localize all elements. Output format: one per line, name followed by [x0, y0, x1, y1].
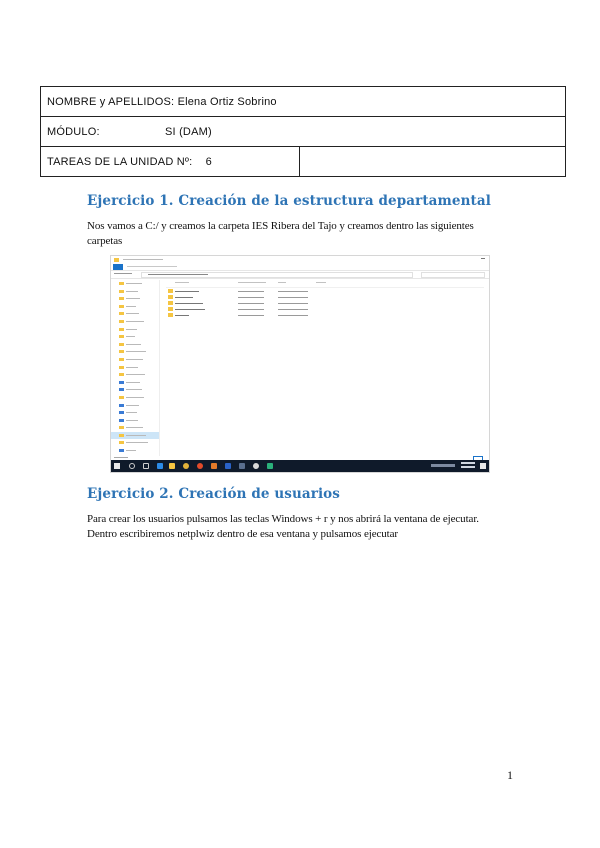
nav-item	[111, 379, 159, 387]
nav-item	[111, 439, 159, 447]
nav-item	[111, 409, 159, 417]
nav-item	[111, 326, 159, 334]
exercise2-text: Para crear los usuarios pulsamos las teclas Windows + r y nos abrirá la ventana de ejecutar. Dentro escribiremos netplwiz dentro de esa ventana y pulsamos ejecutar	[87, 513, 479, 540]
chrome-icon	[183, 463, 189, 469]
explorer-icon	[169, 463, 175, 469]
module-value: SI (DAM)	[165, 125, 212, 138]
start-icon	[114, 463, 120, 469]
file-list-header	[166, 280, 484, 288]
nav-item	[111, 364, 159, 372]
search-icon	[129, 463, 135, 469]
folder-row	[166, 312, 484, 318]
close-icon	[481, 258, 485, 259]
explorer-titlebar	[111, 256, 489, 264]
exercise1-title: Ejercicio 1. Creación de la estructura departamental	[87, 193, 491, 209]
tasks-cell	[41, 147, 300, 177]
header-table	[40, 86, 566, 177]
tasks-value: 6	[205, 155, 212, 168]
app-icon	[211, 463, 217, 469]
folder-icon	[114, 258, 119, 262]
nav-item	[111, 288, 159, 296]
nav-item	[111, 303, 159, 311]
nav-item	[111, 394, 159, 402]
nav-item	[111, 447, 159, 455]
system-tray	[431, 464, 455, 467]
app-icon	[239, 463, 245, 469]
empty-cell	[300, 147, 566, 177]
navigation-pane	[111, 280, 160, 456]
nav-item	[111, 417, 159, 425]
nav-item	[111, 402, 159, 410]
nav-item	[111, 280, 159, 288]
notification-icon	[480, 463, 486, 469]
exercise1-text: Nos vamos a C:/ y creamos la carpeta IES Ribera del Tajo y creamos dentro las siguientes carpetas	[87, 220, 474, 247]
nav-item	[111, 318, 159, 326]
name-label: NOMBRE y APELLIDOS:	[47, 95, 175, 108]
tasks-label: TAREAS DE LA UNIDAD Nº:	[47, 155, 193, 168]
nav-item	[111, 341, 159, 349]
module-label: MÓDULO:	[47, 125, 100, 138]
back-icon	[114, 273, 132, 274]
address-bar-row	[111, 270, 489, 279]
nav-item	[111, 348, 159, 356]
page-number: 1	[507, 768, 513, 782]
edge-icon	[157, 463, 163, 469]
task-view-icon	[143, 463, 149, 469]
file-list	[166, 280, 484, 456]
nav-item	[111, 356, 159, 364]
address-bar	[141, 272, 413, 278]
app-icon	[225, 463, 231, 469]
clock-icon	[461, 462, 475, 464]
app-icon	[253, 463, 259, 469]
exercise2-title: Ejercicio 2. Creación de usuarios	[87, 486, 340, 502]
search-box	[421, 272, 485, 278]
module-cell	[41, 117, 566, 147]
taskbar	[111, 460, 489, 472]
nav-item	[111, 424, 159, 432]
explorer-screenshot	[110, 255, 490, 473]
nav-item	[111, 333, 159, 341]
nav-item-selected	[111, 432, 159, 440]
nav-item	[111, 310, 159, 318]
name-value: Elena Ortiz Sobrino	[177, 95, 277, 108]
app-icon	[197, 463, 203, 469]
nav-item	[111, 371, 159, 379]
nav-item	[111, 386, 159, 394]
nav-item	[111, 295, 159, 303]
app-icon	[267, 463, 273, 469]
name-cell	[41, 87, 566, 117]
